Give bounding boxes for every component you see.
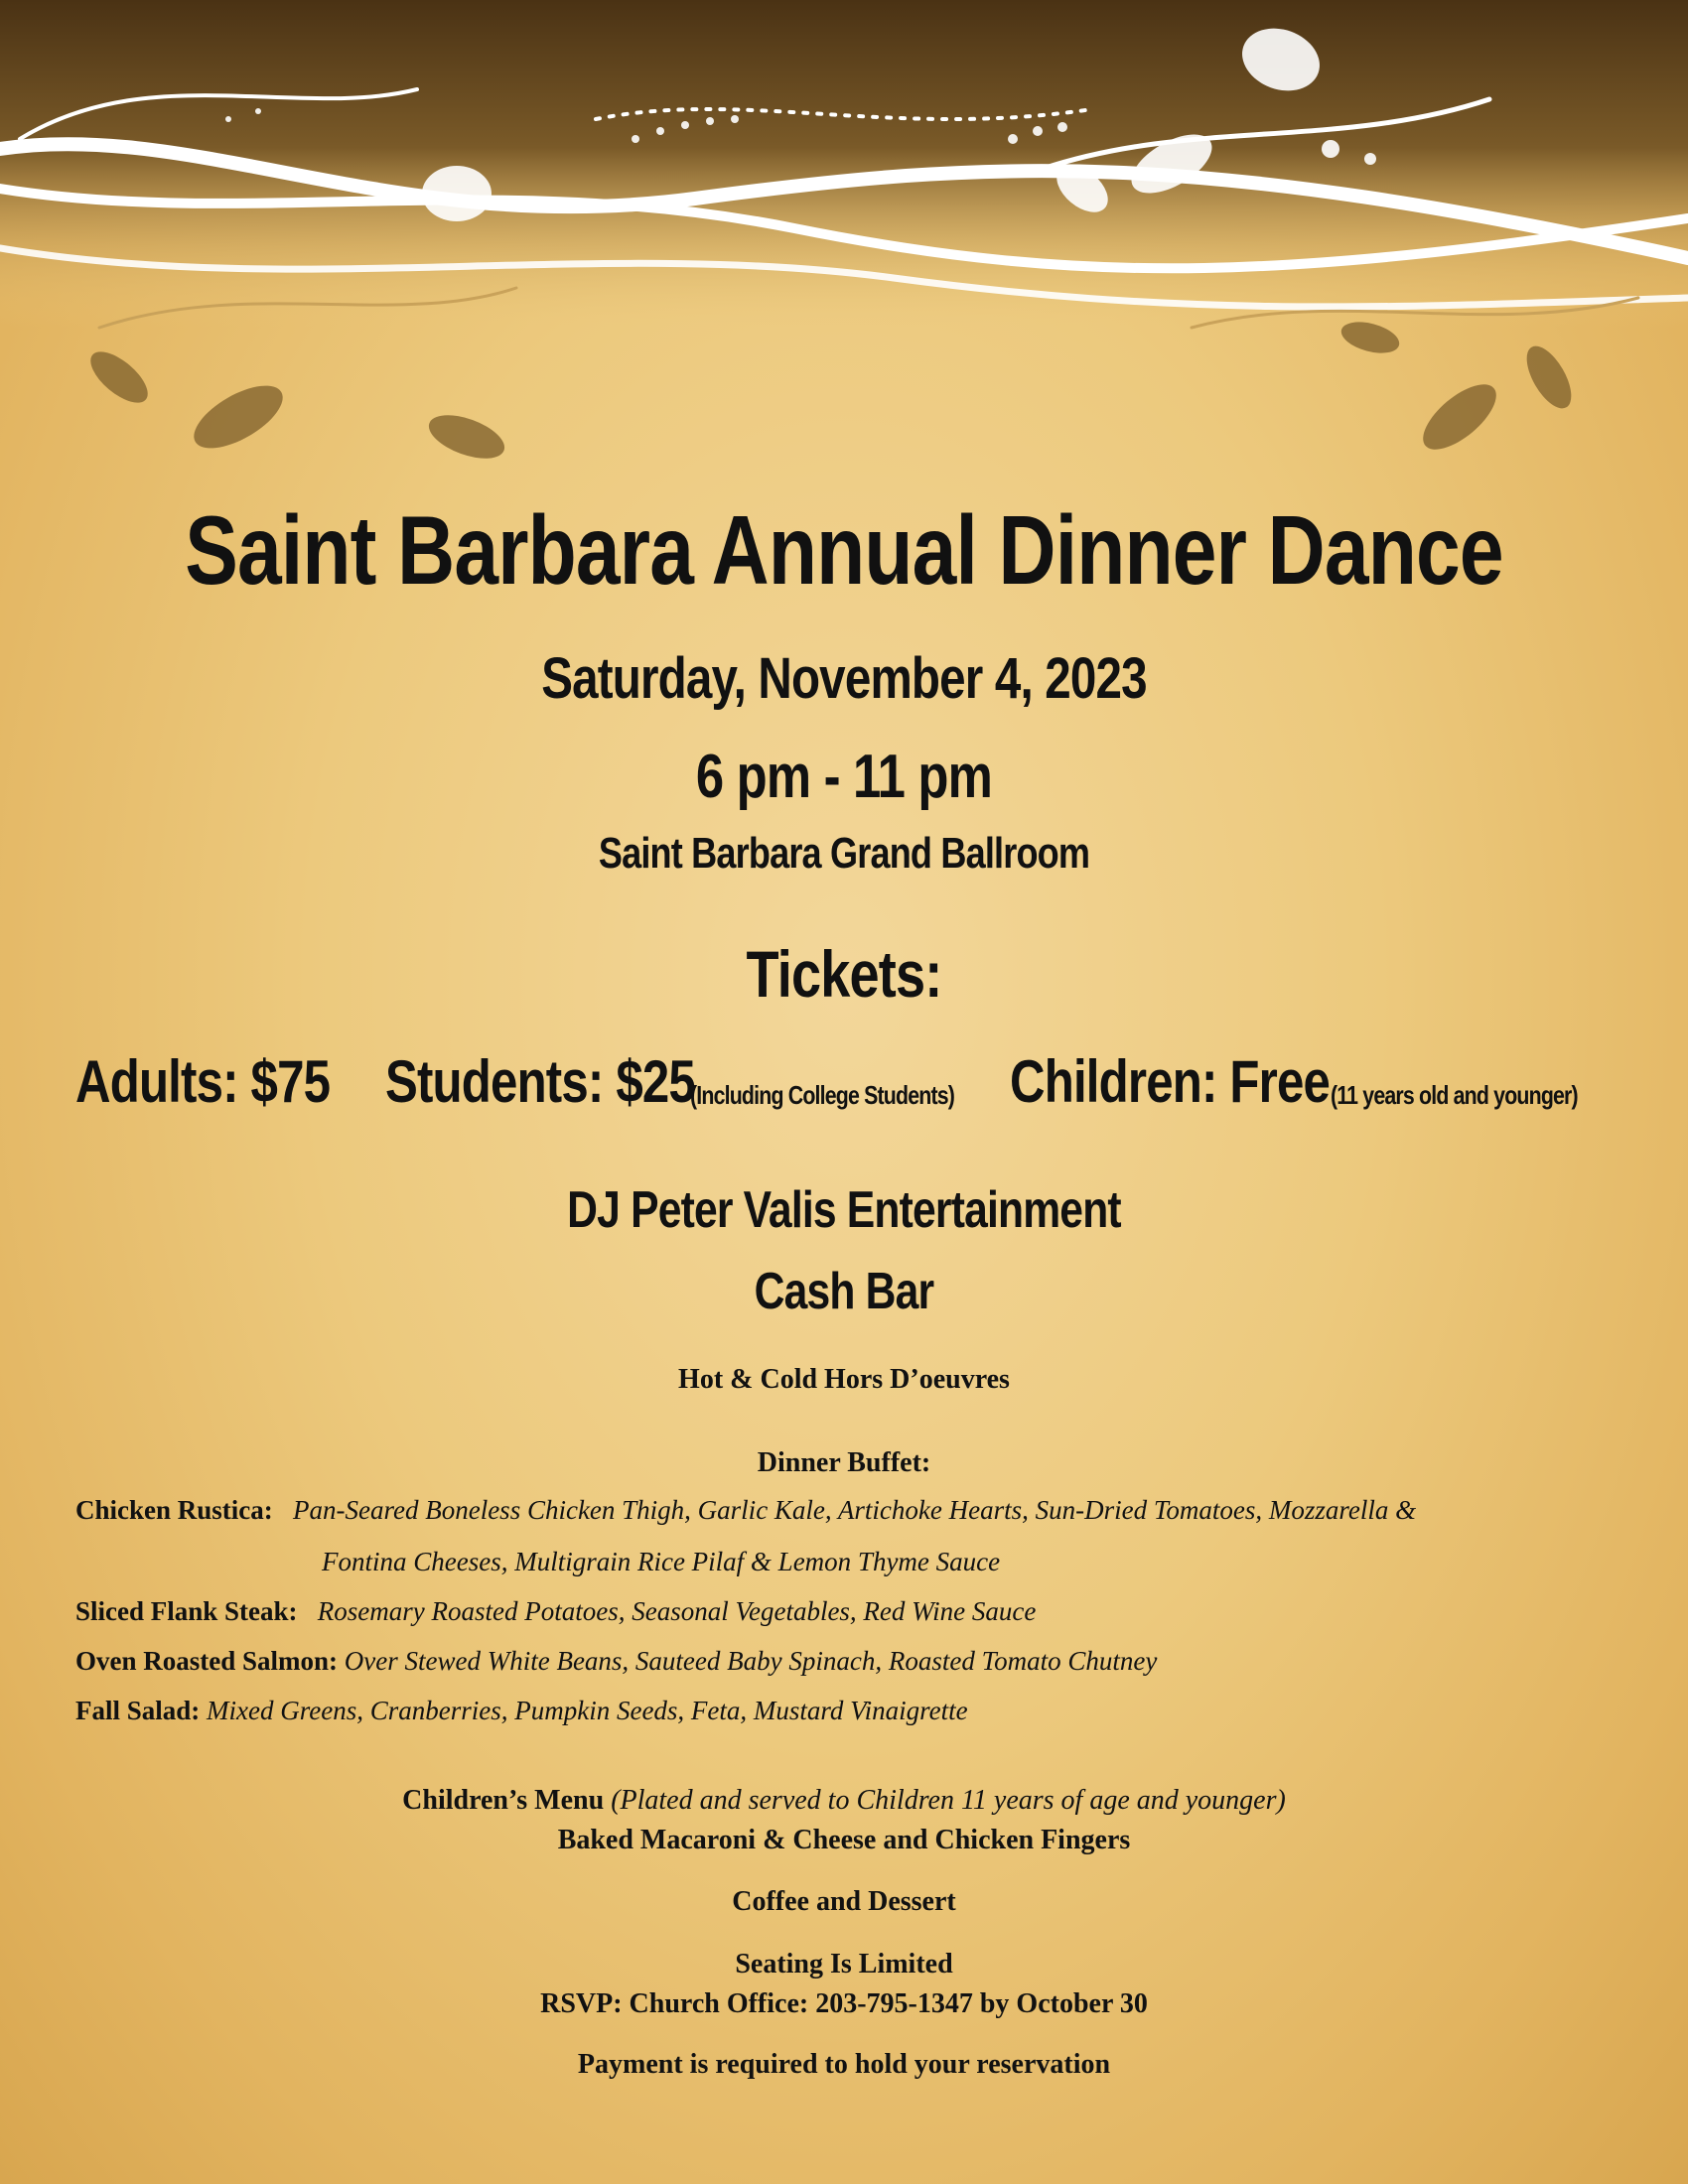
event-title: Saint Barbara Annual Dinner Dance [185,495,1503,605]
ticket-students-note: (Including College Students) [690,1080,955,1110]
ticket-children-note: (11 years old and younger) [1331,1080,1578,1110]
menu-item-desc: Mixed Greens, Cranberries, Pumpkin Seeds, Feta, Mustard Vinaigrette [207,1696,968,1725]
menu-item-desc: Over Stewed White Beans, Sauteed Baby Spinach, Roasted Tomato Chutney [344,1646,1158,1676]
childrens-menu-items: Baked Macaroni & Cheese and Chicken Fingers [557,1825,1131,1855]
ticket-children-price: Children: Free [1010,1048,1331,1115]
menu-item-label: Oven Roasted Salmon: [75,1646,339,1676]
menu-item-desc: Rosemary Roasted Potatoes, Seasonal Vegetables, Red Wine Sauce [317,1596,1037,1626]
cash-bar: Cash Bar [754,1263,934,1320]
menu-item-continued [322,1549,1000,1575]
hors-doeuvres: Hot & Cold Hors D’oeuvres [678,1364,1010,1395]
autumn-leaves-banner [0,0,1688,467]
dj-entertainment: DJ Peter Valis Entertainment [567,1181,1121,1239]
menu-item [75,1598,1036,1625]
event-date: Saturday, November 4, 2023 [541,646,1147,711]
ticket-adults-price: Adults: $75 [75,1048,331,1115]
menu-item-desc-continued: Fontina Cheeses, Multigrain Rice Pilaf & Lemon Thyme Sauce [322,1547,1001,1576]
event-venue: Saint Barbara Grand Ballroom [598,829,1090,878]
menu-item [75,1497,1416,1524]
event-time: 6 pm - 11 pm [695,743,993,811]
dinner-buffet-heading: Dinner Buffet: [757,1447,931,1478]
menu-item [75,1698,968,1724]
childrens-menu-label: Children’s Menu [402,1785,605,1816]
tickets-heading: Tickets: [746,937,942,1011]
ticket-students-price: Students: $25 [385,1048,695,1115]
childrens-menu [0,1787,1688,1815]
menu-item-desc: Pan-Seared Boneless Chicken Thigh, Garlic Kale, Artichoke Hearts, Sun-Dried Tomatoes, Mozzarella & [293,1495,1417,1525]
menu-item-label: Chicken Rustica: [75,1495,273,1525]
coffee-dessert: Coffee and Dessert [732,1886,956,1917]
ticket-prices [0,1048,1688,1122]
ticket-adults [75,1048,385,1115]
childrens-menu-note: (Plated and served to Children 11 years of age and younger) [611,1785,1286,1816]
rsvp-info: RSVP: Church Office: 203-795-1347 by October 30 [540,1988,1148,2019]
menu-item [75,1648,1157,1675]
menu-item-label: Sliced Flank Steak: [75,1596,298,1626]
menu-item-label: Fall Salad: [75,1696,201,1725]
seating-limited: Seating Is Limited [735,1949,953,1979]
payment-note: Payment is required to hold your reservation [577,2049,1111,2080]
